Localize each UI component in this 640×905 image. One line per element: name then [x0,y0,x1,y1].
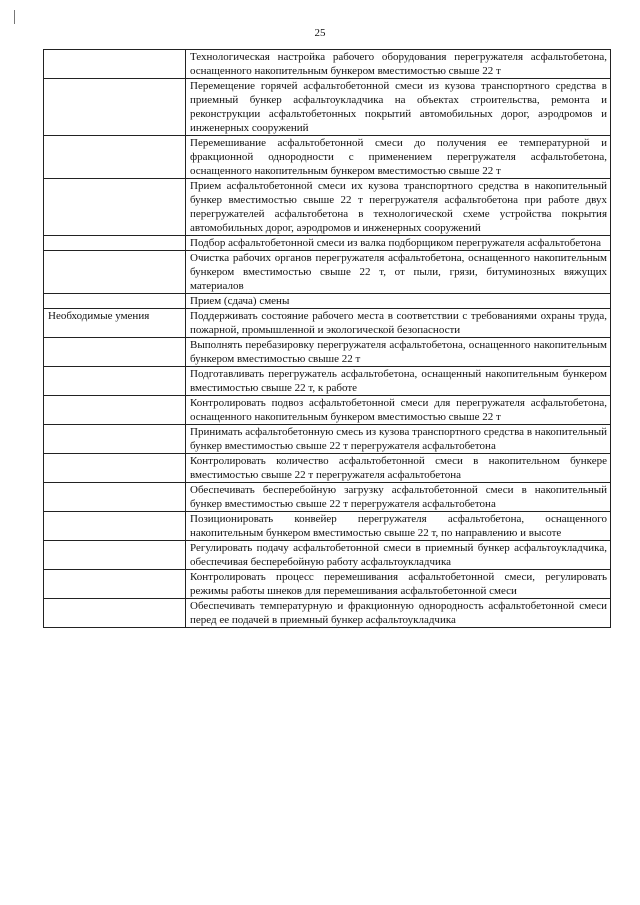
table-cell [186,570,611,599]
table-row [44,309,611,338]
cell-text: Обеспечивать температурную и фракционную однородность асфальтобетонной смеси перед ее подачей в приемный бункер асфальтоукладчика [190,600,607,626]
table-row [44,79,611,136]
table-cell [186,367,611,396]
section-label-cell [44,541,186,570]
page-number: 25 [314,27,326,39]
table-cell [186,79,611,136]
table-cell [186,541,611,570]
table-row [44,396,611,425]
scan-edge-mark [14,10,23,24]
table-cell [186,294,611,309]
table-cell [186,512,611,541]
cell-text: Выполнять перебазировку перегружателя асфальтобетона, оснащенного накопительным бункером вместимостью свыше 22 т [190,339,607,365]
cell-text: Подготавливать перегружатель асфальтобетона, оснащенный накопительным бункером вместимостью свыше 22 т, к работе [190,368,607,394]
cell-text: Перемешивание асфальтобетонной смеси до получения ее температурной и фракционной однородности с применением перегружателя асфальтобетона, оснащенного накопительным бункером вместимостью свыше 22 т [190,137,607,177]
table-cell [186,50,611,79]
cell-text: Подбор асфальтобетонной смеси из валка подборщиком перегружателя асфальтобетона [190,237,602,249]
cell-text: Прием (сдача) смены [190,295,290,307]
table-row [44,50,611,79]
section-label-cell [44,236,186,251]
cell-text: Регулировать подачу асфальтобетонной смеси в приемный бункер асфальтоукладчика, обеспечивая бесперебойную работу асфальтоукладчика [190,542,607,568]
table-row [44,294,611,309]
table-cell [186,599,611,628]
table-row [44,367,611,396]
table-cell [186,236,611,251]
table-row [44,338,611,367]
cell-text: Контролировать количество асфальтобетонной смеси в накопительном бункере вместимостью свыше 22 т перегружателя асфальтобетона [190,455,607,481]
table-cell [186,454,611,483]
table-row [44,483,611,512]
section-label-cell [44,396,186,425]
cell-text: Поддерживать состояние рабочего места в соответствии с требованиями охраны труда, пожарной, промышленной и экологической безопасности [190,310,607,336]
table-row [44,570,611,599]
section-label-cell [44,50,186,79]
table-row [44,251,611,294]
table-row [44,136,611,179]
cell-text: Принимать асфальтобетонную смесь из кузова транспортного средства в накопительный бункер вместимостью свыше 22 т перегружателя асфальтобетона [190,426,607,452]
cell-text: Позиционировать конвейер перегружателя асфальтобетона, оснащенного накопительным бункером вместимостью свыше 22 т, по направлению и высоте [190,513,607,539]
skills-table-body [44,50,611,628]
table-cell [186,425,611,454]
cell-text: Очистка рабочих органов перегружателя асфальтобетона, оснащенного накопительным бункером вместимостью свыше 22 т, от пыли, грязи, битуминозных вяжущих материалов [190,252,607,292]
table-row [44,425,611,454]
table-cell [186,309,611,338]
table-row [44,179,611,236]
cell-text: Контролировать процесс перемешивания асфальтобетонной смеси, регулировать режимы работы шнеков для перемешивания асфальтобетонной смеси [190,571,607,597]
section-label-cell [44,454,186,483]
table-cell [186,136,611,179]
table-cell [186,179,611,236]
table-row [44,454,611,483]
section-label-cell [44,136,186,179]
section-label-cell [44,599,186,628]
cell-text: Технологическая настройка рабочего оборудования перегружателя асфальтобетона, оснащенного накопительным бункером вместимостью свыше 22 т [190,51,607,77]
section-label-cell [44,309,186,338]
table-cell [186,338,611,367]
table-row [44,512,611,541]
section-label-cell [44,570,186,599]
table-row [44,541,611,570]
table-cell [186,251,611,294]
cell-text: Контролировать подвоз асфальтобетонной смеси для перегружателя асфальтобетона, оснащенного накопительным бункером вместимостью свыше 22 т [190,397,607,423]
table-cell [186,483,611,512]
section-label-cell [44,294,186,309]
table-cell [186,396,611,425]
cell-text: Обеспечивать бесперебойную загрузку асфальтобетонной смеси в накопительный бункер вместимостью свыше 22 т перегружателя асфальтобетона [190,484,607,510]
table-row [44,236,611,251]
section-label-cell [44,425,186,454]
skills-table [43,49,611,628]
section-label-cell [44,483,186,512]
section-label-cell [44,79,186,136]
table-row [44,599,611,628]
section-label-cell [44,338,186,367]
cell-text: Прием асфальтобетонной смеси их кузова транспортного средства в накопительный бункер вместимостью свыше 22 т перегружателя асфальтобетона при работе двух перегружателей асфальтобетона в технологической схеме устройства покрытия автомобильных дорог, аэродромов и инженерных сооружений [190,180,607,234]
section-label-cell [44,512,186,541]
section-label-cell [44,179,186,236]
section-label-cell [44,251,186,294]
section-label: Необходимые умения [48,310,150,322]
cell-text: Перемещение горячей асфальтобетонной смеси из кузова транспортного средства в приемный бункер асфальтоукладчика на объектах строительства, ремонта и реконструкции асфальтобетонных покрытий автомобильных дорог, аэродромов и инженерных сооружений [190,80,607,134]
section-label-cell [44,367,186,396]
